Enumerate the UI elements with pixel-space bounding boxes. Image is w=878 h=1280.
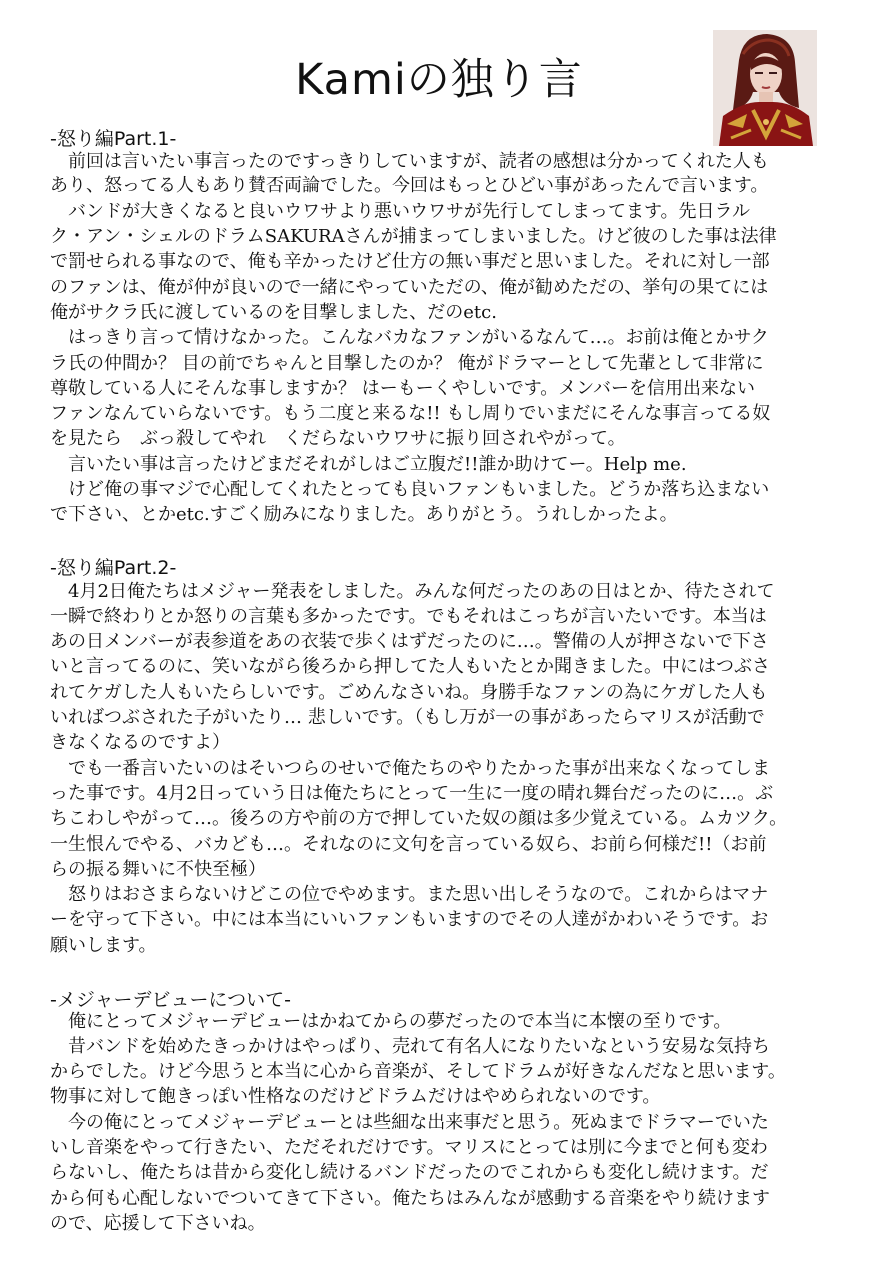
text-line: はっきり言って情けなかった。こんなバカなファンがいるなんて…。お前は俺とかサク [50,327,769,348]
portrait-photo [713,30,817,146]
text-line: 願いします。 [50,935,157,956]
text-line: で下さい、とかetc.すごく励みになりました。ありがとう。うれしかったよ。 [50,504,678,525]
text-line: ファンなんていらないです。もう二度と来るな!! もし周りでいまだにそんな事言ってる奴 [50,403,771,424]
text-line: けど俺の事マジで心配してくれたとっても良いファンもいました。どうか落ち込まない [50,479,770,500]
text-line: った事です。4月2日っていう日は俺たちにとって一生に一度の晴れ舞台だったのに…。ぶ [50,783,774,804]
text-line: でも一番言いたいのはそいつらのせいで俺たちのやりたかった事が出来なくなってしま [50,758,770,779]
text-line: バンドが大きくなると良いウワサより悪いウワサが先行してしまってます。先日ラル [50,201,751,222]
text-line: あの日メンバーが表参道をあの衣装で歩くはずだったのに…。警備の人が押さないで下さ [50,631,769,652]
text-line: 言いたい事は言ったけどまだそれがしはご立腹だ!!誰か助けてー。Help me. [50,454,687,475]
text-line: 前回は言いたい事言ったのですっきりしていますが、読者の感想は分かってくれた人も [50,151,769,172]
text-line: らの振る舞いに不快至極） [50,859,266,880]
text-line: 物事に対して飽きっぽい性格なのだけどドラムだけはやめられないのです。 [50,1086,661,1107]
page-title: Kamiの独り言 [295,55,583,105]
text-line: で罰せられる事なので、俺も辛かったけど仕方の無い事だと思いました。それに対し一部 [50,251,770,272]
text-line: きなくなるのですよ） [50,732,230,753]
text-line: 怒りはおさまらないけどこの位でやめます。また思い出しそうなので。これからはマナ [50,884,769,905]
text-line: のファンは、俺が仲が良いので一緒にやっていただの、俺が勧めただの、挙句の果てには [50,277,769,298]
text-line: 4月2日俺たちはメジャー発表をしました。みんな何だったのあの日はとか、待たされて [50,581,775,602]
portrait-illustration [713,30,817,146]
text-line: 今の俺にとってメジャーデビューとは些細な出来事だと思う。死ぬまでドラマーでいた [50,1112,769,1133]
section-heading-anger-part1: -怒り編Part.1- [50,128,177,150]
text-line: れてケガした人もいたらしいです。ごめんなさいね。身勝手なファンの為にケガした人も [50,682,768,703]
text-line: いと言ってるのに、笑いながら後ろから押してた人もいたとか聞きました。中にはつぶさ [50,656,770,677]
text-line: いればつぶされた子がいたり… 悲しいです。（もし万が一の事があったらマリスが活動で [50,707,765,728]
text-line: ので、応援して下さいね。 [50,1213,266,1234]
text-line: 一生恨んでやる、バカども…。それなのに文句を言っている奴ら、お前ら何様だ!!（お前 [50,834,767,855]
text-line: 一瞬で終わりとか怒りの言葉も多かったです。でもそれはこっちが言いたいです。本当は [50,606,767,627]
text-line: からでした。けど今思うと本当に心から音楽が、そしてドラムが好きなんだなと思います。 [50,1061,786,1082]
text-line: らないし、俺たちは昔から変化し続けるバンドだったのでこれからも変化し続けます。だ [50,1162,769,1183]
text-line: から何も心配しないでついてきて下さい。俺たちはみんなが感動する音楽をやり続けます [50,1188,770,1209]
text-line: 昔バンドを始めたきっかけはやっぱり、売れて有名人になりたいなという安易な気持ち [50,1036,770,1057]
text-line: ーを守って下さい。中には本当にいいファンもいますのでその人達がかわいそうです。お [50,909,769,930]
text-line: ちこわしやがって…。後ろの方や前の方で押していた奴の顔は多少覚えている。ムカツク。 [50,808,788,829]
section-heading-anger-part2: -怒り編Part.2- [50,557,177,579]
text-line: 俺にとってメジャーデビューはかねてからの夢だったので本当に本懐の至りです。 [50,1011,732,1032]
text-line: いし音楽をやって行きたい、ただそれだけです。マリスにとっては別に今までと何も変わ [50,1137,768,1158]
text-line: あり、怒ってる人もあり賛否両論でした。今回はもっとひどい事があったんで言います。 [50,175,769,196]
text-line: ク・アン・シェルのドラムSAKURAさんが捕まってしまいました。けど彼のした事は法律 [50,226,777,247]
section-heading-major-debut: -メジャーデビューについて- [50,989,291,1011]
text-line: を見たら ぶっ殺してやれ くだらないウワサに振り回されやがって。 [50,428,626,449]
text-line: 尊敬している人にそんな事しますか？ はーもーくやしいです。メンバーを信用出来ない [50,378,756,399]
text-line: ラ氏の仲間か？ 目の前でちゃんと目撃したのか？ 俺がドラマーとして先輩として非常に [50,353,764,374]
text-line: 俺がサクラ氏に渡しているのを目撃しました、だのetc. [50,302,497,323]
